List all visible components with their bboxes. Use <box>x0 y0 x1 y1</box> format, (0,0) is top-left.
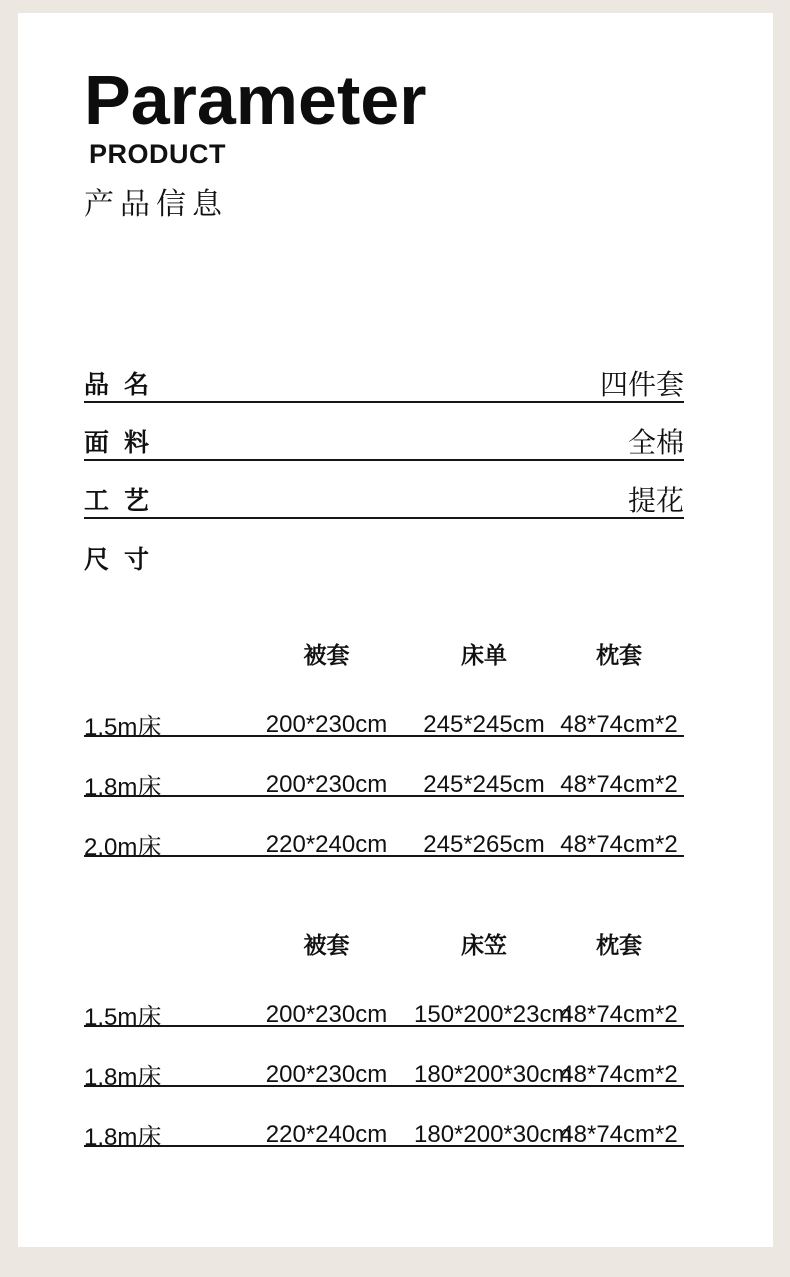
product-subtitle-en: PRODUCT <box>89 139 226 169</box>
size-table-header <box>84 927 684 958</box>
page-title: Parameter <box>84 61 427 139</box>
size-cell: 245*245cm <box>423 770 545 798</box>
bed-size-cell: 1.8m床 <box>84 774 162 801</box>
product-subtitle-cn: 产品信息 <box>84 188 228 221</box>
attribute-label: 品名 <box>84 371 165 399</box>
column-header-pillowcase: 枕套 <box>596 642 642 668</box>
size-cell: 180*200*30cm <box>414 1120 572 1148</box>
attribute-value: 四件套 <box>599 369 684 400</box>
bed-size-cell: 1.5m床 <box>84 714 162 741</box>
column-header-fitted-sheet: 床笠 <box>461 932 507 958</box>
column-header-duvet-cover: 被套 <box>303 932 350 958</box>
column-header-flat-sheet: 床单 <box>461 642 507 668</box>
attribute-row-name <box>84 365 684 403</box>
attribute-label: 尺寸 <box>84 546 165 574</box>
attribute-label: 工艺 <box>84 487 165 515</box>
size-cell: 48*74cm*2 <box>560 770 678 798</box>
size-cell: 150*200*23cm <box>414 1000 572 1028</box>
table-row <box>84 707 684 741</box>
table-row <box>84 827 684 861</box>
size-cell: 48*74cm*2 <box>560 830 678 858</box>
table-row <box>84 1057 684 1091</box>
bed-size-cell: 1.8m床 <box>84 1124 162 1151</box>
bed-size-cell: 2.0m床 <box>84 834 162 861</box>
table-row <box>84 997 684 1031</box>
size-cell: 245*245cm <box>423 710 545 738</box>
bed-size-cell: 1.8m床 <box>84 1064 162 1091</box>
size-cell: 200*230cm <box>265 1060 388 1088</box>
size-cell: 48*74cm*2 <box>560 1060 678 1088</box>
size-cell: 220*240cm <box>265 830 388 858</box>
size-cell: 220*240cm <box>265 1120 388 1148</box>
table-row <box>84 767 684 801</box>
size-cell: 245*265cm <box>423 830 545 858</box>
size-cell: 200*230cm <box>265 770 388 798</box>
table-row <box>84 1117 684 1151</box>
size-cell: 200*230cm <box>265 1000 388 1028</box>
attribute-value: 全棉 <box>627 427 684 458</box>
size-cell: 48*74cm*2 <box>560 1000 678 1028</box>
bed-size-cell: 1.5m床 <box>84 1004 162 1031</box>
attribute-row-size <box>84 539 684 577</box>
column-header-duvet-cover: 被套 <box>303 642 350 668</box>
size-cell: 180*200*30cm <box>414 1060 572 1088</box>
attribute-list <box>84 365 684 597</box>
attribute-row-fabric <box>84 423 684 461</box>
size-table-header <box>84 637 684 668</box>
attribute-label: 面料 <box>84 429 165 457</box>
product-info-card <box>18 13 773 1247</box>
attribute-value: 提花 <box>627 485 684 516</box>
size-cell: 48*74cm*2 <box>560 1120 678 1148</box>
column-header-pillowcase: 枕套 <box>596 932 642 958</box>
size-cell: 200*230cm <box>265 710 388 738</box>
size-table-sheet <box>84 637 684 861</box>
size-cell: 48*74cm*2 <box>560 710 678 738</box>
attribute-row-craft <box>84 481 684 519</box>
size-table-fitted-sheet <box>84 927 684 1151</box>
